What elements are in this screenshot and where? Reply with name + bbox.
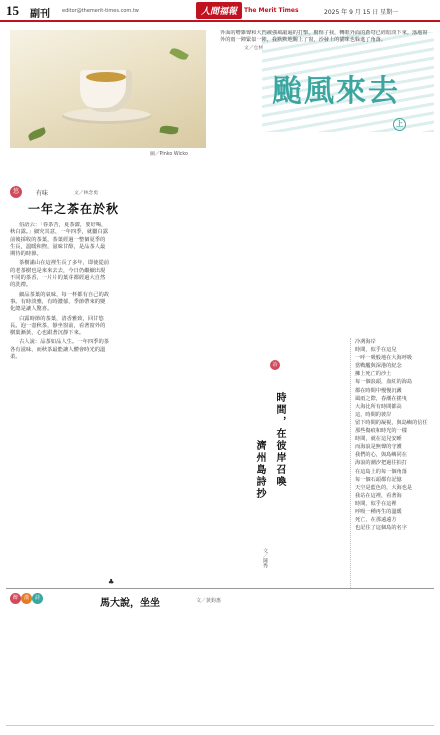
section-email: editor@themerit-times.com.tw xyxy=(62,8,139,14)
column-tag-label: 有味 xyxy=(36,190,49,197)
poem-title: 時間，在彼岸召喚 xyxy=(274,392,285,488)
poem-line: 每一個石頭都有記憶 xyxy=(355,476,402,483)
photo-credit: 圖／Pinko Wicko xyxy=(150,152,188,157)
newspaper-logo: 人間福報 xyxy=(196,2,242,19)
poem-line: 而海浪是無聲的守護 xyxy=(355,444,402,451)
poem-line: 那些傷痕和時光的一樣 xyxy=(355,428,407,435)
newspaper-logo-en: The Merit Times xyxy=(244,7,299,14)
poem-line: 也記住了這個島的名字 xyxy=(355,525,407,532)
poem-line: 我們的心，與島嶼同在 xyxy=(355,452,407,459)
section-divider xyxy=(6,588,434,589)
poem-line: 當戰艦與深港的紀念 xyxy=(355,363,402,370)
left-story-author: 文／林念勇 xyxy=(74,191,98,196)
poem-author: 文／陳秀 xyxy=(262,548,268,568)
column-tag: 悠 xyxy=(10,186,22,198)
poem-subtitle: 濟州島詩抄 xyxy=(254,440,265,500)
bottom-tag: 詩 xyxy=(32,593,43,604)
paragraph: 白露時節的茶葉，清香雅致，回甘悠長。泡一壺秋茶，靜坐窗前，看著窗外的樹葉漸黃，心也跟著沉靜下來。 xyxy=(10,315,106,337)
paragraph: 俗語云：「春茶苦，夏茶澀，要好喝，秋白露。」細究其意，一年四季，就屬白露前後採收的茶葉，茶葉經過一整個夏季的生長，溫暖和煦，滋味甘醇，是品茶人最期待的時節。 xyxy=(10,222,108,258)
poem-line: 時間，似乎在這裡 xyxy=(355,500,397,507)
poem-line: 這，時間的彼岸 xyxy=(355,411,392,418)
paragraph: 細品茶葉的氣味，每一杯都有自己的故事。有時淡雅，有時濃郁，季節帶來的變化總是讓人驚喜。 xyxy=(10,291,110,313)
paragraph: 茶樹滿山在這裡生長了多年，即使從前的老茶樹也是來來去去，今日仍繼續出現不同的茶香，一片片的葉芽都經過大自然的洗禮。 xyxy=(10,260,110,289)
bottom-tag: 醉 xyxy=(10,593,21,604)
poem-line: 每一個浪頭，血紅的海島 xyxy=(355,379,413,386)
left-story-title: 一年之茶在於秋 xyxy=(28,202,120,216)
poem-line: 時間，似乎在這兒 xyxy=(355,347,397,354)
poem-line: 死亡，在那遠遠方 xyxy=(355,517,397,524)
hero-title: 颱風來去 xyxy=(272,74,400,109)
poem-line: 海浪的潮汐把過往拍打 xyxy=(355,460,407,467)
bottom-story-author: 文／黃鈞惠 xyxy=(196,598,222,604)
footer-rule xyxy=(6,725,434,726)
page-number: 15 xyxy=(6,3,19,18)
poem-line: 天空是藍色的，大海也是 xyxy=(355,484,413,491)
tea-surface xyxy=(86,72,126,82)
poem-line: 擁上死亡的沙土 xyxy=(355,371,392,378)
leaf-icon xyxy=(159,124,178,135)
section-name: 副刊 xyxy=(30,9,50,20)
poem-line: 時間，就在這兒安睡 xyxy=(355,436,402,443)
hero-intro: 外面的嘈雜聲和大門被強風敲遍的打擊，驚惶了我，轉眼外面的蒼穹已經暗淡下來。落地窗外的雨一陣緊似一陣，我默默地關上了窗，沙發上的貓咪也躲進了角落。 xyxy=(220,30,428,43)
poem-line: 冷冽海岸 xyxy=(355,339,376,345)
poem-tag: 詩 xyxy=(270,360,280,370)
bottom-tag: 漢 xyxy=(21,593,32,604)
poem-line: 留下時間的凝視，與島嶼的信任 xyxy=(355,419,428,426)
poem-line: 風雨之際，春潮在搖曳 xyxy=(355,395,407,402)
poem-line: 我站在這裡，看著海 xyxy=(355,492,402,499)
poem-line: 在這島上的每一個角落 xyxy=(355,468,407,475)
poem-line: 一呼一吸般地在大海呼吸 xyxy=(355,355,413,362)
issue-date: 2025 年 9 月 15 日 星期一 xyxy=(324,9,399,16)
poem-line: 都在時間中慢慢沉澱 xyxy=(355,387,402,394)
bottom-story-title: 馬大說，坐坐 xyxy=(100,598,160,609)
poem-line: 呼吸一種再生的溫暖 xyxy=(355,508,402,515)
masthead xyxy=(0,0,440,22)
tea-photo xyxy=(10,30,206,148)
end-mark: ♣ xyxy=(108,578,115,586)
hero-author: 文／仓材 xyxy=(244,46,264,51)
leaf-icon xyxy=(27,127,47,141)
leaf-icon xyxy=(169,46,189,62)
poem-line: 大海比所有時間都高 xyxy=(355,403,402,410)
paragraph: 古人說：品茶如品人生。一年四季的茶各有滋味，而秋茶最能讓人體會時光的溫柔。 xyxy=(10,339,110,361)
left-story-body xyxy=(10,222,110,582)
poem-body xyxy=(350,338,436,588)
hero-part-badge: 上 xyxy=(393,118,406,131)
